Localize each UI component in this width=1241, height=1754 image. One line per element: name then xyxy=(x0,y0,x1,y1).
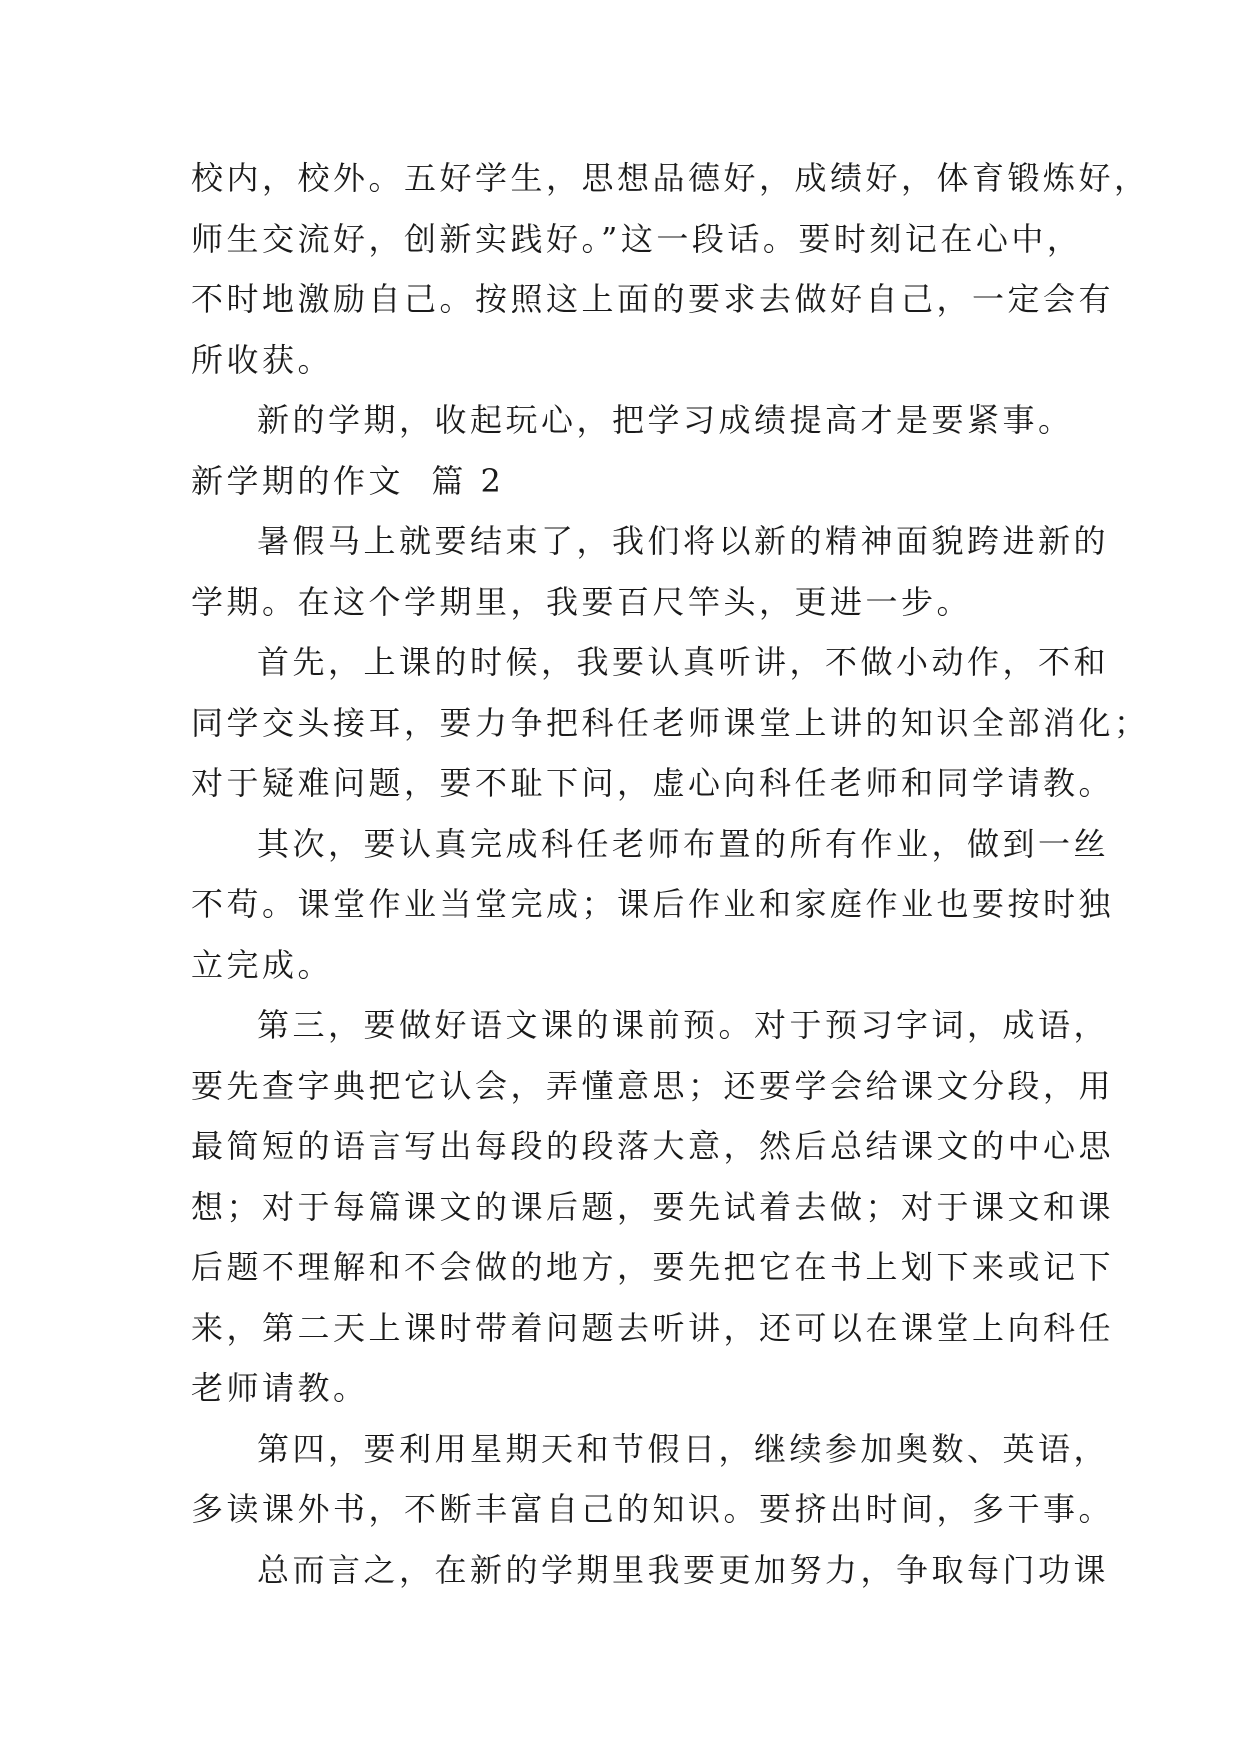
paragraph-start-line: 暑假马上就要结束了，我们将以新的精神面貌跨进新的 xyxy=(257,522,1110,560)
text-line: 来，第二天上课时带着问题去听讲，还可以在课堂上向科任 xyxy=(191,1308,1115,1347)
text-line: 所收获。 xyxy=(191,340,334,379)
essay-body xyxy=(191,148,1150,1600)
text-line: 立完成。 xyxy=(191,945,334,984)
paragraph-start-line: 新的学期，收起玩心，把学习成绩提高才是要紧事。 xyxy=(257,401,1074,439)
text-line: 师生交流好，创新实践好。”这一段话。要时刻记在心中， xyxy=(191,219,1083,258)
text-line: 学期。在这个学期里，我要百尺竿头，更进一步。 xyxy=(191,582,973,621)
paragraph-start-line: 其次，要认真完成科任老师布置的所有作业，做到一丝 xyxy=(257,824,1110,863)
paragraph-start-line: 第三，要做好语文课的课前预。对于预习字词，成语， xyxy=(257,1006,1110,1044)
text-line: 老师请教。 xyxy=(191,1369,369,1407)
text-line: 同学交头接耳，要力争把科任老师课堂上讲的知识全部消化； xyxy=(191,703,1150,742)
text-line: 多读课外书，不断丰富自己的知识。要挤出时间，多干事。 xyxy=(191,1490,1115,1528)
paragraph-start-line: 总而言之，在新的学期里我要更加努力，争取每门功课 xyxy=(257,1550,1110,1589)
text-line: 不苟。课堂作业当堂完成；课后作业和家庭作业也要按时独 xyxy=(191,885,1115,923)
section-heading: 新学期的作文 篇 2 xyxy=(191,461,505,500)
text-line: 校内，校外。五好学生，思想品德好，成绩好，体育锻炼好， xyxy=(191,159,1150,197)
text-line: 不时地激励自己。按照这上面的要求去做好自己，一定会有 xyxy=(191,280,1115,318)
paragraph-start-line: 首先，上课的时候，我要认真听讲，不做小动作，不和 xyxy=(257,643,1110,681)
text-line: 后题不理解和不会做的地方，要先把它在书上划下来或记下 xyxy=(191,1248,1115,1286)
paragraph-start-line: 第四，要利用星期天和节假日，继续参加奥数、英语， xyxy=(257,1429,1110,1468)
text-line: 要先查字典把它认会，弄懂意思；还要学会给课文分段，用 xyxy=(191,1066,1115,1105)
text-line: 最简短的语言写出每段的段落大意，然后总结课文的中心思 xyxy=(191,1127,1115,1165)
text-line: 对于疑难问题，要不耻下问，虚心向科任老师和同学请教。 xyxy=(191,764,1115,802)
text-line: 想；对于每篇课文的课后题，要先试着去做；对于课文和课 xyxy=(191,1187,1115,1226)
